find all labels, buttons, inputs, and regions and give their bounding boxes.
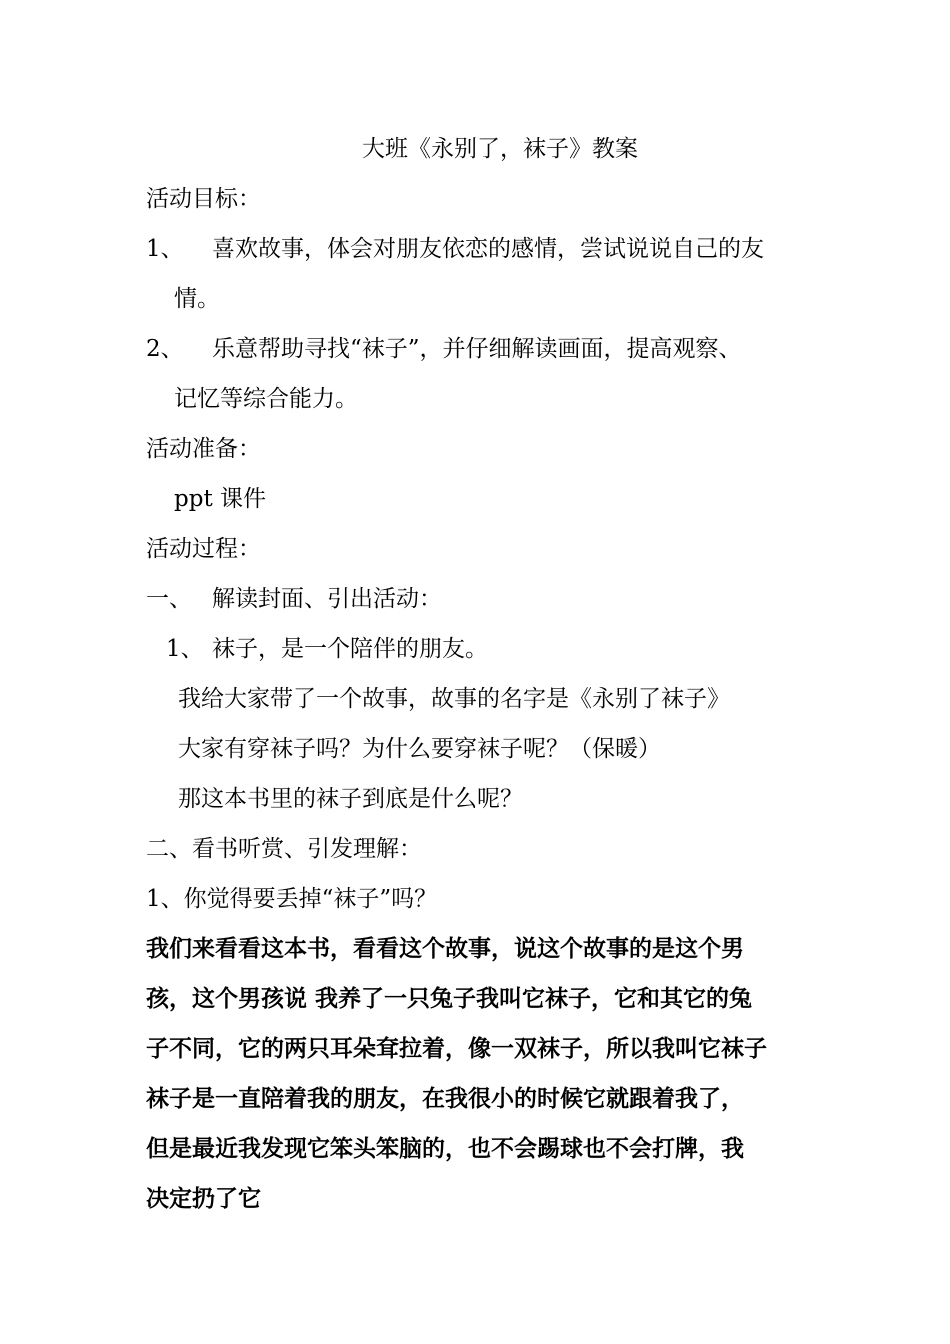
story-line-3: 子不同，它的两只耳朵耷拉着，像一双袜子，所以我叫它袜子 bbox=[146, 1035, 767, 1062]
goal-item-1-text: 喜欢故事，体会对朋友依恋的感情，尝试说说自己的友 bbox=[212, 236, 764, 262]
section-1-number: 一、 bbox=[146, 586, 192, 612]
section-1-subitem-text: 袜子，是一个陪伴的朋友。 bbox=[212, 636, 488, 662]
goal-item-2-number: 2、 bbox=[146, 336, 184, 362]
document-title: 大班《永别了，袜子》教案 bbox=[362, 136, 638, 162]
goals-heading: 活动目标： bbox=[146, 186, 261, 212]
story-line-5: 但是最近我发现它笨头笨脑的，也不会踢球也不会打牌，我 bbox=[146, 1135, 744, 1162]
section-1-line-1: 我给大家带了一个故事，故事的名字是《永别了袜子》 bbox=[178, 686, 730, 712]
story-line-2: 孩，这个男孩说 我养了一只兔子我叫它袜子，它和其它的兔 bbox=[146, 985, 753, 1012]
process-heading: 活动过程： bbox=[146, 536, 261, 562]
goal-item-1-continuation: 情。 bbox=[174, 286, 220, 312]
story-line-4: 袜子是一直陪着我的朋友，在我很小的时候它就跟着我了， bbox=[146, 1085, 744, 1112]
goal-item-2-text: 乐意帮助寻找“袜子”，并仔细解读画面，提高观察、 bbox=[212, 336, 742, 362]
goal-item-1-number: 1、 bbox=[146, 236, 184, 262]
goal-item-2-continuation: 记忆等综合能力。 bbox=[174, 386, 358, 412]
goal-item-1 bbox=[146, 234, 764, 264]
prep-heading: 活动准备： bbox=[146, 436, 261, 462]
section-2-question-1: 1、你觉得要丢掉“袜子”吗？ bbox=[146, 886, 438, 912]
section-2-heading: 二、看书听赏、引发理解： bbox=[146, 836, 422, 862]
story-line-6: 决定扔了它 bbox=[146, 1185, 261, 1212]
story-line-1: 我们来看看这本书，看看这个故事，说这个故事的是这个男 bbox=[146, 935, 744, 962]
section-1-line-3: 那这本书里的袜子到底是什么呢？ bbox=[178, 786, 523, 812]
section-1-heading bbox=[146, 584, 442, 614]
prep-item: ppt 课件 bbox=[174, 486, 266, 512]
goal-item-2 bbox=[146, 334, 742, 364]
section-1-text: 解读封面、引出活动： bbox=[212, 586, 442, 612]
section-1-line-2: 大家有穿袜子吗？为什么要穿袜子呢？（保暖） bbox=[178, 736, 661, 762]
section-1-subitem-number: 1、 bbox=[166, 636, 204, 662]
section-1-subitem bbox=[166, 634, 488, 664]
